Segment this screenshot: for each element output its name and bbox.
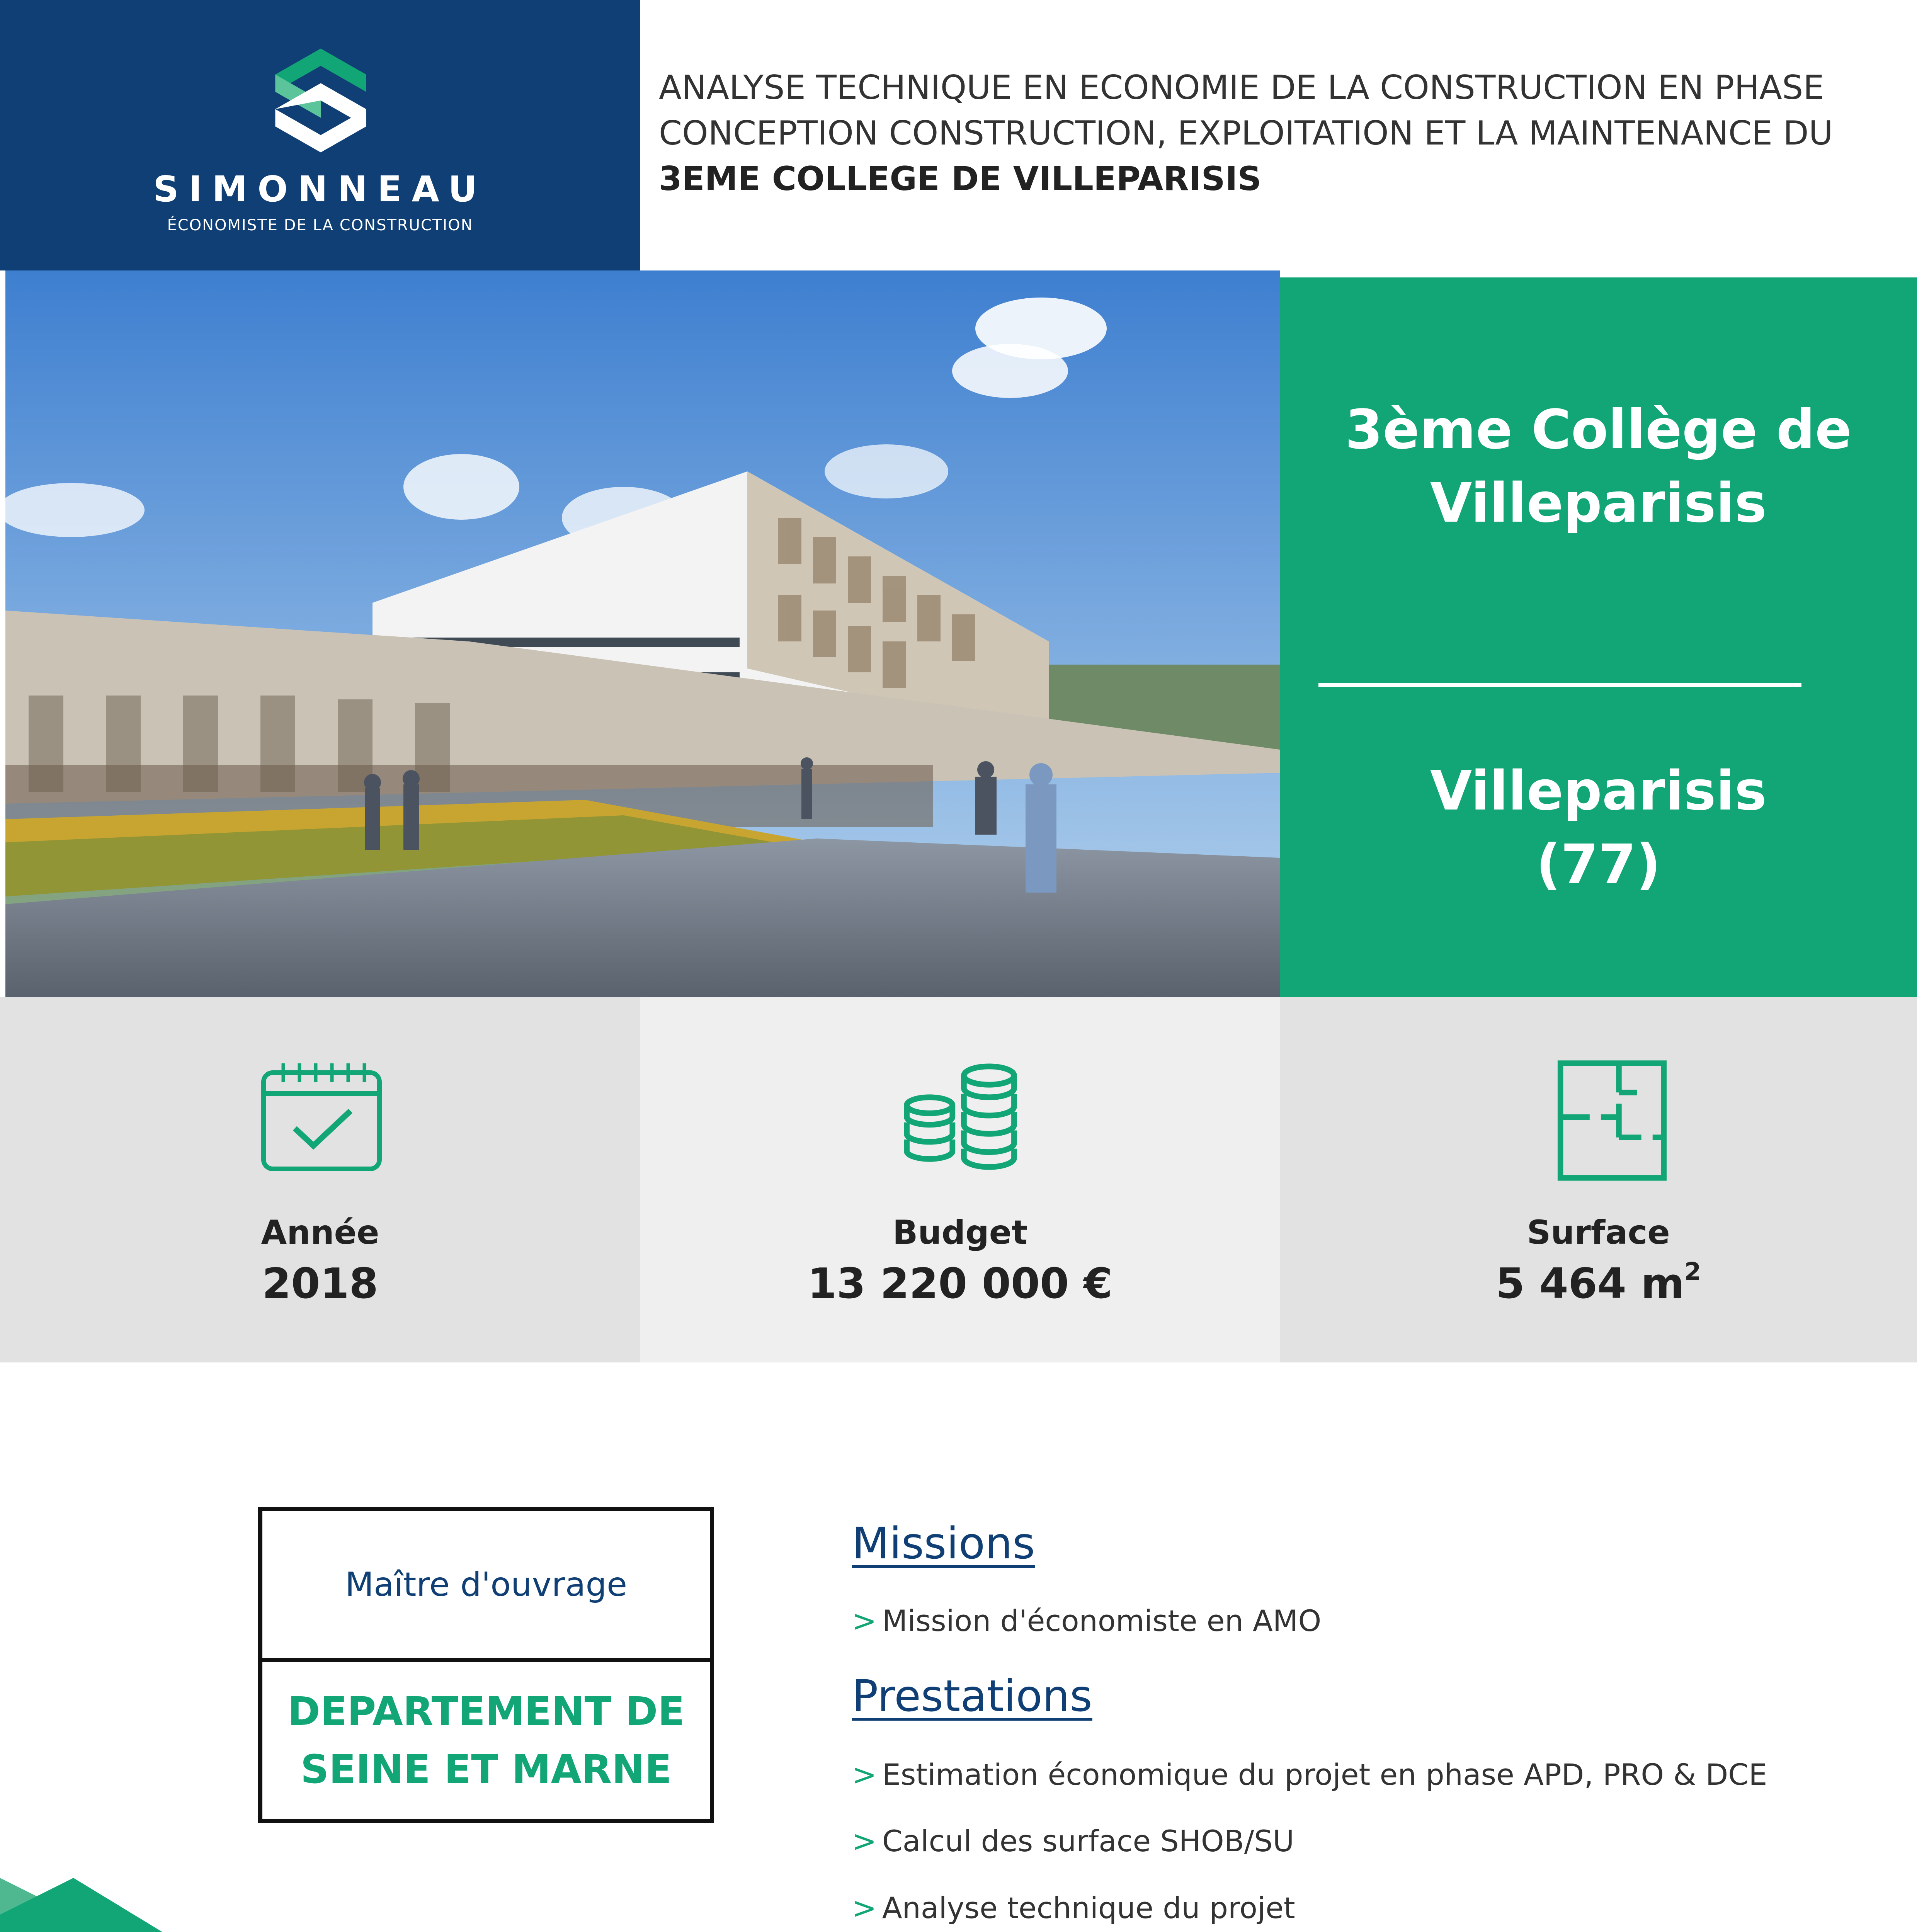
coins-stack-icon [895,1059,1027,1175]
brand-tagline: ÉCONOMISTE DE LA CONSTRUCTION [167,216,473,234]
owner-name [262,1662,710,1819]
owner-divider [262,1658,710,1662]
stat-year-value: 2018 [262,1260,378,1308]
prestation-item-text: Analyse technique du projet [882,1891,1295,1925]
simonneau-logo-icon [267,46,375,155]
title-line-1: ANALYSE TECHNIQUE EN ECONOMIE DE LA CONSTRUCTION EN PHASE [659,68,1824,107]
prestation-item-text: Estimation économique du projet en phase APD, PRO & DCE [882,1757,1767,1792]
project-name-line-1: 3ème Collège de [1345,398,1852,461]
prestation-item-text: Calcul des surface SHOB/SU [882,1824,1294,1858]
prestation-item [852,1824,1294,1858]
bullet-arrow: > [852,1891,877,1925]
stat-budget-label: Budget [892,1213,1028,1252]
mission-item [852,1604,1321,1638]
stat-surface [1280,997,1917,1362]
title-line-2: CONCEPTION CONSTRUCTION, EXPLOITATION ET LA MAINTENANCE DU [659,114,1833,153]
stat-budget [640,997,1280,1362]
owner-name-line-2: SEINE ET MARNE [300,1746,672,1793]
building-rendering-image [5,270,1280,997]
owner-name-line-1: DEPARTEMENT DE [287,1688,685,1735]
mission-item-text: Mission d'économiste en AMO [882,1604,1322,1638]
owner-box [258,1507,714,1823]
brand-name: SIMONNEAU [153,168,487,210]
prestation-item [852,1891,1295,1925]
decorative-chevrons [0,1878,232,1932]
floor-plan-icon [1554,1059,1670,1182]
stat-surface-exponent: 2 [1684,1257,1701,1286]
document-title [659,65,1876,202]
project-city-line-2: (77) [1536,833,1661,896]
stat-surface-value [1280,1257,1917,1308]
stat-budget-value: 13 220 000 € [807,1260,1113,1308]
missions-title: Missions [852,1519,1035,1569]
prestation-item [852,1757,1767,1792]
owner-label: Maître d'ouvrage [345,1565,628,1604]
project-name-line-2: Villeparisis [1430,472,1767,535]
title-line-3: 3EME COLLEGE DE VILLEPARISIS [659,160,1262,198]
stat-surface-label: Surface [1527,1213,1670,1252]
project-location [1280,755,1917,901]
panel-divider [1318,683,1801,687]
stat-year [0,997,640,1362]
stat-year-label: Année [261,1213,379,1252]
bullet-arrow: > [852,1604,877,1638]
project-city-line-1: Villeparisis [1430,760,1767,823]
logo-panel [0,0,640,270]
project-panel [1280,277,1917,997]
bullet-arrow: > [852,1757,877,1792]
project-name [1280,393,1917,540]
prestations-title: Prestations [852,1671,1092,1721]
stat-surface-number: 5 464 m [1495,1260,1685,1308]
bullet-arrow: > [852,1824,877,1858]
calendar-check-icon [258,1059,385,1175]
